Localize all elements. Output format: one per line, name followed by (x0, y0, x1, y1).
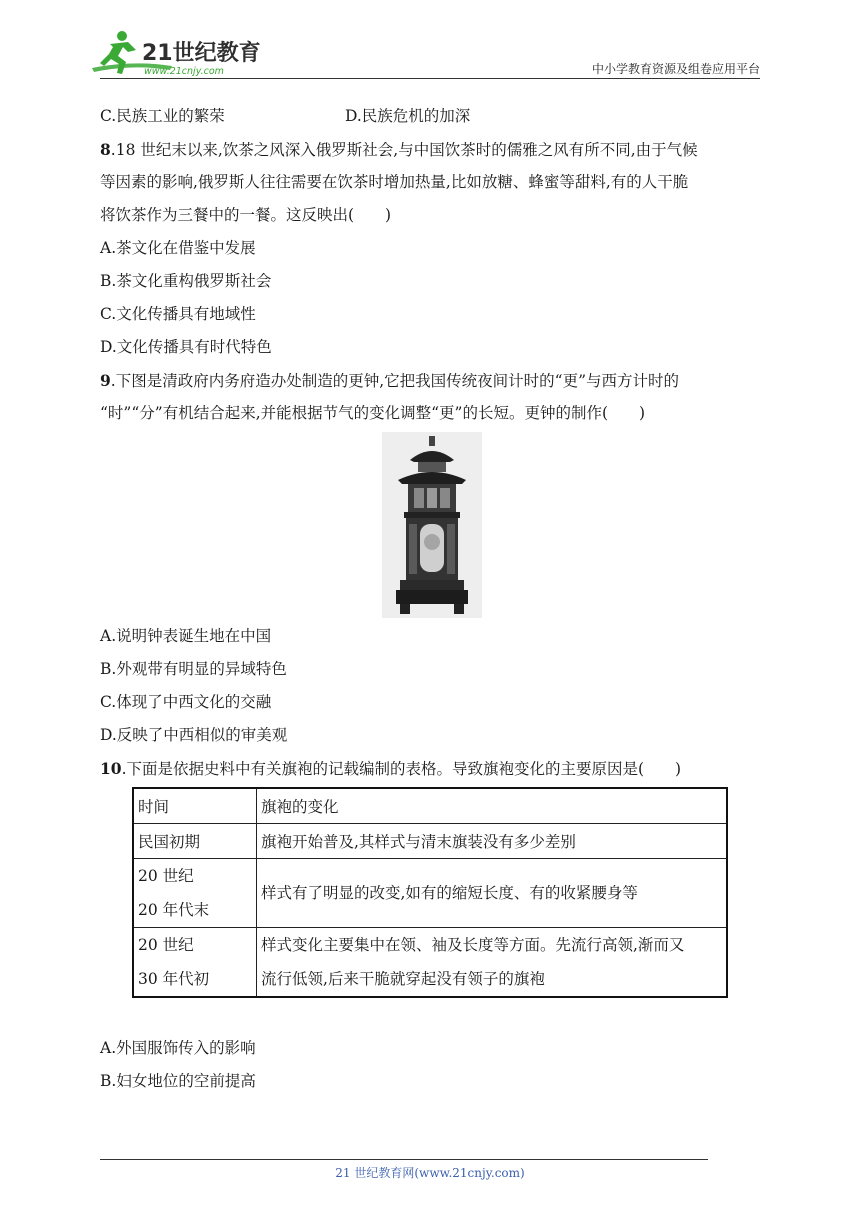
clock-figure (100, 430, 764, 620)
svg-text:21世纪教育: 21世纪教育 (142, 41, 261, 66)
table-cell-change: 旗袍开始普及,其样式与清末旗装没有多少差别 (257, 824, 728, 859)
footer-divider (100, 1159, 708, 1160)
question-content (100, 100, 764, 1098)
svg-text:www.21cnjy.com: www.21cnjy.com (144, 66, 224, 77)
table-header-row (133, 788, 727, 824)
header-divider (100, 78, 760, 79)
q8-option-d: D.文化传播具有时代特色 (100, 338, 272, 356)
table-cell-change: 样式有了明显的改变,如有的缩短长度、有的收紧腰身等 (257, 859, 728, 928)
table-cell-time: 20 世纪 20 年代末 (133, 859, 257, 928)
q9-option-c: C.体现了中西文化的交融 (100, 693, 272, 711)
q9-option-b: B.外观带有明显的异域特色 (100, 660, 287, 678)
q10-option-a: A.外国服饰传入的影响 (100, 1039, 256, 1057)
q8-stem-line-1: 8.18 世纪末以来,饮茶之风深入俄罗斯社会,与中国饮茶时的儒雅之风有所不同,由于气候 (100, 140, 698, 159)
q10-option-b: B.妇女地位的空前提高 (100, 1072, 256, 1090)
q8-option-a: A.茶文化在借鉴中发展 (100, 239, 256, 257)
q8-option-c: C.文化传播具有地域性 (100, 305, 256, 323)
q8-stem-line-3: 将饮茶作为三餐中的一餐。这反映出( ) (100, 206, 392, 224)
q7-option-d: D.民族危机的加深 (345, 107, 471, 125)
table-header-time: 时间 (133, 788, 257, 824)
q9-stem-line-2: “时”“分”有机结合起来,并能根据节气的变化调整“更”的长短。更钟的制作( ) (100, 404, 646, 422)
q10-stem: 10.下面是依据史料中有关旗袍的记载编制的表格。导致旗袍变化的主要原因是( ) (100, 759, 682, 778)
question-10 (100, 752, 764, 1098)
page-header (0, 0, 860, 82)
question-9 (100, 364, 764, 752)
q8-stem-line-2: 等因素的影响,俄罗斯人往往需要在饮茶时增加热量,比如放糖、蜂蜜等甜料,有的人干脆 (100, 173, 689, 191)
qipao-table (132, 787, 728, 998)
geng-clock-image (382, 432, 482, 618)
table-cell-time: 20 世纪 30 年代初 (133, 928, 257, 998)
q8-number: 8 (100, 140, 111, 159)
question-8 (100, 133, 764, 364)
q9-number: 9 (100, 371, 111, 390)
q10-number: 10 (100, 759, 122, 778)
table-cell-time: 民国初期 (133, 824, 257, 859)
table-row (133, 859, 727, 928)
table-row (133, 824, 727, 859)
q7-options-row (100, 100, 764, 133)
logo-21cnjy (92, 30, 262, 78)
q8-option-b: B.茶文化重构俄罗斯社会 (100, 272, 272, 290)
header-platform-text: 中小学教育资源及组卷应用平台 (591, 62, 760, 76)
table-cell-change: 样式变化主要集中在领、袖及长度等方面。先流行高领,渐而又 流行低领,后来干脆就穿起没有领子的旗袍 (257, 928, 728, 998)
footer-text: 21 世纪教育网(www.21cnjy.com) (335, 1166, 525, 1180)
q7-option-c: C.民族工业的繁荣 (100, 107, 225, 125)
q9-option-a: A.说明钟表诞生地在中国 (100, 627, 272, 645)
table-row (133, 928, 727, 998)
table-header-change: 旗袍的变化 (257, 788, 728, 824)
q9-stem-line-1: 9.下图是清政府内务府造办处制造的更钟,它把我国传统夜间计时的“更”与西方计时的 (100, 371, 680, 390)
q9-option-d: D.反映了中西相似的审美观 (100, 726, 288, 744)
